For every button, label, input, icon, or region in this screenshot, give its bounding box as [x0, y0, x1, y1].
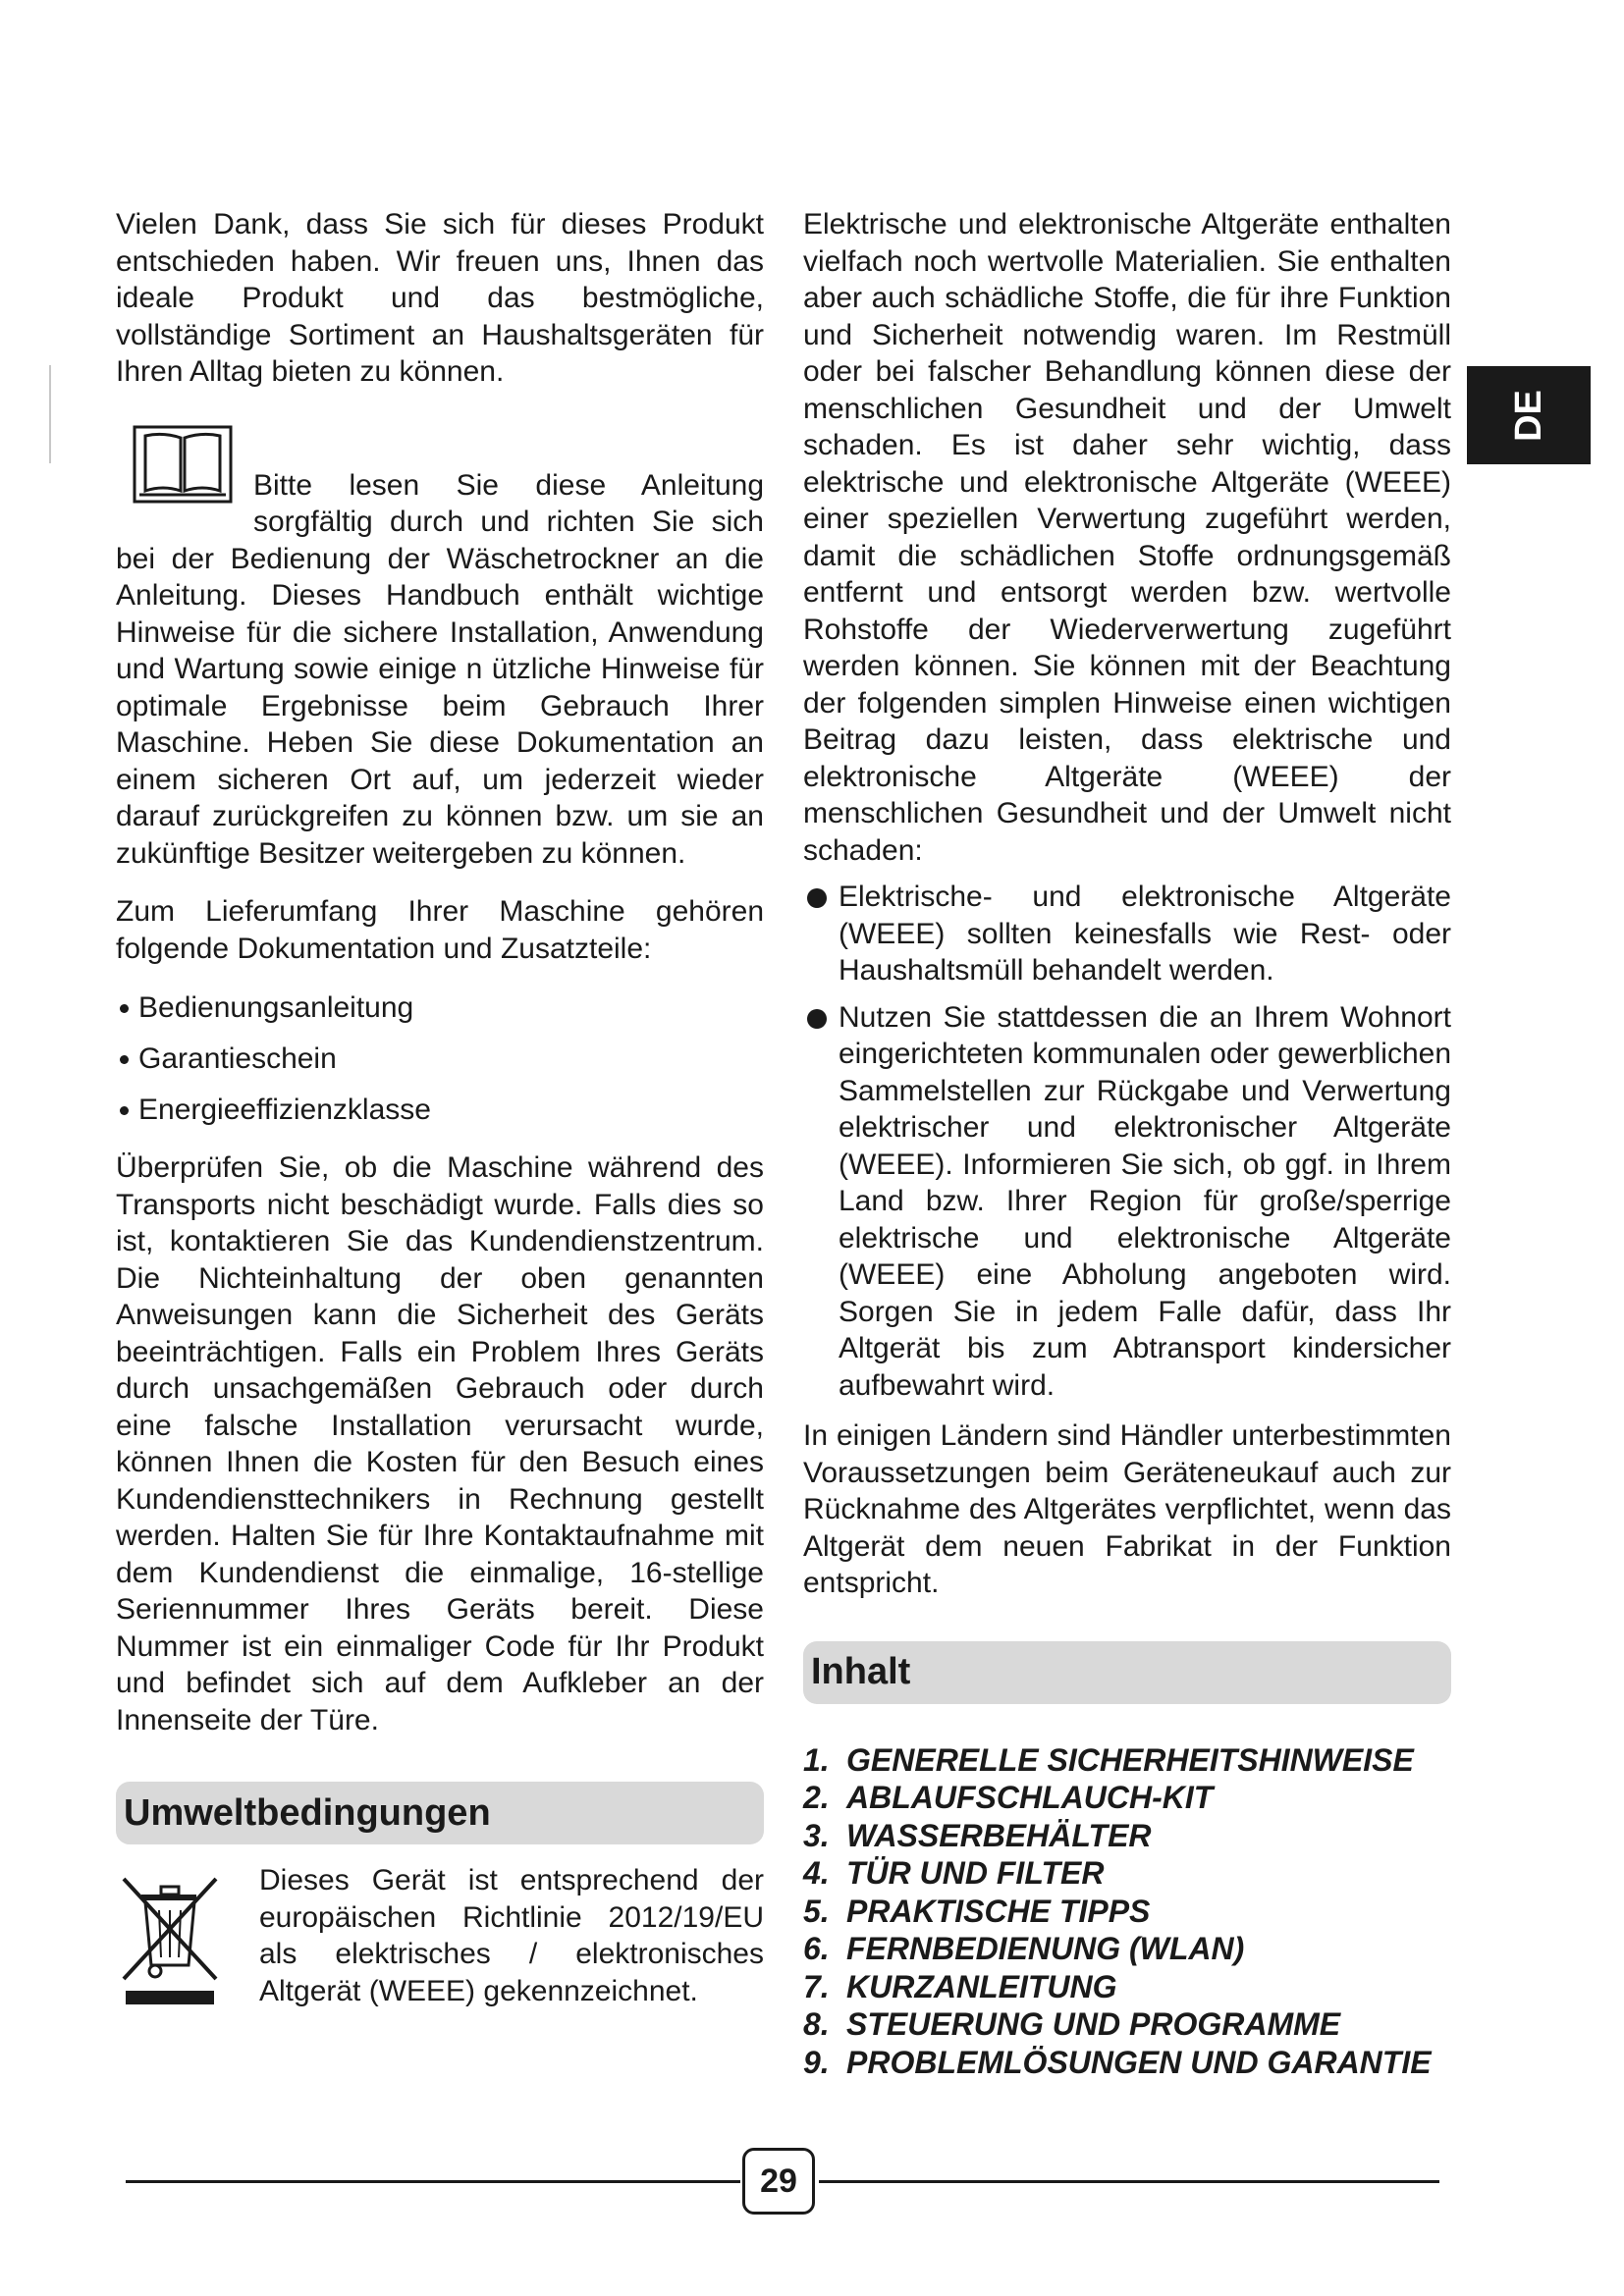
bullet-dot	[807, 888, 827, 908]
toc-item[interactable]: 1. GENERELLE SICHERHEITSHINWEISE	[803, 1741, 1414, 1778]
toc-item[interactable]: 8. STEUERUNG UND PROGRAMME	[803, 2006, 1341, 2042]
bullet-dot	[120, 1106, 129, 1115]
scope-list	[116, 983, 764, 1136]
margin-mark	[49, 365, 51, 463]
list-item: Bedienungsanleitung	[116, 983, 764, 1034]
list-item: Energieeffizienzklasse	[116, 1085, 764, 1136]
toc-item[interactable]: 6. FERNBEDIENUNG (WLAN)	[803, 1931, 1245, 1966]
environment-heading-bar	[116, 1782, 764, 1844]
footer-rule-right	[819, 2180, 1439, 2183]
page-number: 29	[742, 2148, 815, 2215]
toc-item[interactable]: 2. ABLAUFSCHLAUCH-KIT	[803, 1780, 1214, 1815]
bullet-dot	[807, 1009, 827, 1029]
bullet-dot	[120, 1004, 129, 1013]
weee-bullet-list	[803, 879, 1451, 1404]
contents-heading: Inhalt	[811, 1651, 911, 1692]
list-item: Nutzen Sie stattdessen die an Ihrem Wohnort eingerichteten kommunalen oder gewerblichen Sammelstellen zur Rückgabe und Verwertung elektrischer und elektronischer Altgeräte (WEEE). Informieren Sie sich, ob ggf. in Ihrem Land bzw. Ihrer Region für große/sperrige elektrische und elektronische Altgeräte (WEEE) eine Abholung angeboten wird. Sorgen Sie in jedem Falle dafür, dass Ihr Altgerät bis zum Abtransport kindersicher aufbewahrt wird.	[803, 999, 1451, 1405]
footer-rule-left	[126, 2180, 740, 2183]
weee-marking-paragraph: Dieses Gerät ist entsprechend der europäischen Richtlinie 2012/19/EU als elektrisches / elektronisches Altgerät (WEEE) gekennzeichnet.	[259, 1864, 764, 2007]
scope-intro: Zum Lieferumfang Ihrer Maschine gehören folgende Dokumentation und Zusatzteile:	[116, 895, 764, 965]
read-manual-block	[116, 424, 764, 873]
right-column	[803, 206, 1451, 2081]
bullet-dot	[120, 1055, 129, 1064]
book-icon	[132, 424, 234, 505]
toc-item[interactable]: 7. KURZANLEITUNG	[803, 1968, 1117, 2004]
read-manual-paragraph: Bitte lesen Sie diese Anleitung sorgfältig durch und richten Sie sich bei der Bedienung der Wäschetrockner an die Anleitung. Dieses Handbuch enthält wichtige Hinweise für die sichere Installation, Anwendung und Wartung sowie einige n ützliche Hinweise für optimale Ergebnisse beim Gebrauch Ihrer Maschine. Heben Sie diese Dokumentation an einem sicheren Ort auf, um jederzeit wieder darauf zurückgreifen zu können bzw. um sie an zukünftige Besitzer weitergeben zu können.	[116, 468, 764, 870]
toc-item[interactable]: 5. PRAKTISCHE TIPPS	[803, 1893, 1151, 1929]
dealer-paragraph: In einigen Ländern sind Händler unterbestimmten Voraussetzungen beim Geräteneukauf auch zur Rücknahme des Altgerätes verpflichtet, wenn das Altgerät dem neuen Fabrikat in der Funktion entspricht.	[803, 1419, 1451, 1599]
toc-item[interactable]: 3. WASSERBEHÄLTER	[803, 1817, 1152, 1853]
intro-paragraph: Vielen Dank, dass Sie sich für dieses Produkt entschieden haben. Wir freuen uns, Ihnen das ideale Produkt und das bestmögliche, vollständige Sortiment an Haushaltsgeräten für Ihren Alltag bieten zu können.	[116, 208, 764, 388]
toc-item[interactable]: 9. PROBLEMLÖSUNGEN UND GARANTIE	[803, 2044, 1432, 2080]
contents-heading-bar	[803, 1641, 1451, 1704]
table-of-contents	[803, 1741, 1451, 2082]
crossed-bin-icon	[116, 1862, 224, 2009]
language-tab	[1467, 366, 1591, 464]
toc-item[interactable]: 4. TÜR UND FILTER	[803, 1855, 1105, 1891]
environment-heading: Umweltbedingungen	[124, 1791, 491, 1834]
weee-block	[116, 1862, 764, 2009]
left-column	[116, 206, 764, 2009]
weee-intro-paragraph: Elektrische und elektronische Altgeräte enthalten vielfach noch wertvolle Materialien. Sie enthalten aber auch schädliche Stoffe, die für ihre Funktion und Sicherheit notwendig waren. Im Restmüll oder bei falscher Behandlung können diese der menschlichen Gesundheit und der Umwelt schaden. Es ist daher sehr wichtig, dass elektrische und elektronische Altgeräte (WEEE) einer speziellen Verwertung zugeführt werden, damit die schädlichen Stoffe ordnungsgemäß entfernt und entsorgt werden bzw. wertvolle Rohstoffe der Wiederverwertung zugeführt werden können. Sie können mit der Beachtung der folgenden simplen Hinweise einen wichtigen Beitrag dazu leisten, dass elektrische und elektronische Altgeräte (WEEE) der menschlichen Gesundheit und der Umwelt nicht schaden:	[803, 208, 1451, 867]
transport-check-paragraph: Überprüfen Sie, ob die Maschine während des Transports nicht beschädigt wurde. Falls dies so ist, kontaktieren Sie das Kundendienstzentrum. Die Nichteinhaltung der oben genannten Anweisungen kann die Sicherheit des Geräts beeinträchtigen. Falls ein Problem Ihres Geräts durch unsachgemäßen Gebrauch oder durch eine falsche Installation verursacht wurde, können Ihnen die Kosten für den Besuch eines Kundendiensttechnikers in Rechnung gestellt werden. Halten Sie für Ihre Kontaktaufnahme mit dem Kundendienst die einmalige, 16-stellige Seriennummer Ihres Geräts bereit. Diese Nummer ist ein einmaliger Code für Ihr Produkt und befindet sich auf dem Aufkleber an der Innenseite der Türe.	[116, 1151, 764, 1736]
list-item: Garantieschein	[116, 1034, 764, 1085]
list-item: Elektrische- und elektronische Altgeräte (WEEE) sollten keinesfalls wie Rest- oder Haushaltsmüll behandelt werden.	[803, 879, 1451, 989]
language-tab-label: DE	[1507, 389, 1549, 442]
